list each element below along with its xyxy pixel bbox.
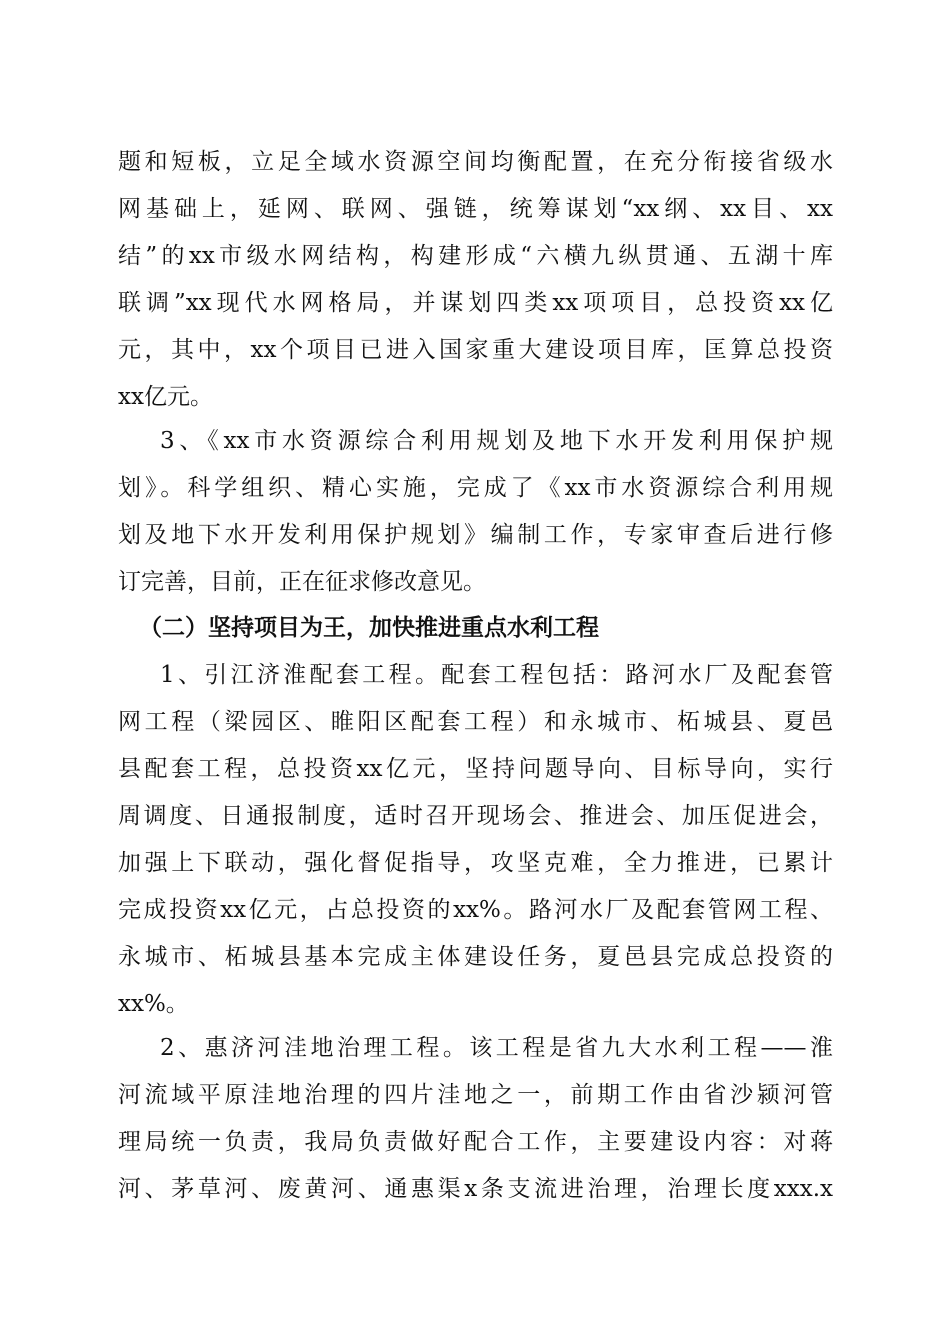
- paragraph-line: 永城市、柘城县基本完成主体建设任务，夏邑县完成总投资的: [118, 944, 833, 970]
- paragraph-line: 河、茅草河、废黄河、通惠渠x条支流进治理，治理长度xxx.x: [118, 1176, 833, 1202]
- paragraph-line: xx%。: [118, 991, 189, 1017]
- paragraph-line: 2、惠济河洼地治理工程。该工程是省九大水利工程——淮: [160, 1035, 833, 1061]
- paragraph-line: xx亿元。: [118, 384, 213, 410]
- paragraph-line: 结”的xx市级水网结构，构建形成“六横九纵贯通、五湖十库: [118, 243, 833, 269]
- paragraph-line: 题和短板，立足全域水资源空间均衡配置，在充分衔接省级水: [118, 149, 833, 175]
- paragraph-line: 完成投资xx亿元，占总投资的xx%。路河水厂及配套管网工程、: [118, 897, 833, 923]
- paragraph-line: 河流域平原洼地治理的四片洼地之一，前期工作由省沙颍河管: [118, 1082, 833, 1108]
- paragraph-line: 加强上下联动，强化督促指导，攻坚克难，全力推进，已累计: [118, 850, 833, 876]
- paragraph-line: 元，其中，xx个项目已进入国家重大建设项目库，匡算总投资: [118, 337, 833, 363]
- paragraph-line: 订完善，目前，正在征求修改意见。: [118, 569, 486, 595]
- paragraph-line: 1、引江济淮配套工程。配套工程包括：路河水厂及配套管: [160, 662, 833, 688]
- paragraph-line: 3、《xx市水资源综合利用规划及地下水开发利用保护规: [160, 428, 833, 454]
- section-heading: （二）坚持项目为王，加快推进重点水利工程: [139, 614, 599, 641]
- paragraph-line: 县配套工程，总投资xx亿元，坚持问题导向、目标导向，实行: [118, 756, 833, 782]
- paragraph-line: 划及地下水开发利用保护规划》编制工作，专家审查后进行修: [118, 522, 833, 548]
- paragraph-line: 理局统一负责，我局负责做好配合工作，主要建设内容：对蒋: [118, 1129, 833, 1155]
- paragraph-line: 周调度、日通报制度，适时召开现场会、推进会、加压促进会，: [118, 803, 833, 829]
- paragraph-line: 划》。科学组织、精心实施，完成了《xx市水资源综合利用规: [118, 475, 833, 501]
- paragraph-line: 网工程（梁园区、睢阳区配套工程）和永城市、柘城县、夏邑: [118, 709, 833, 735]
- paragraph-line: 联调”xx现代水网格局，并谋划四类xx项项目，总投资xx亿: [118, 290, 833, 316]
- paragraph-line: 网基础上，延网、联网、强链，统筹谋划“xx纲、xx目、xx: [118, 196, 833, 222]
